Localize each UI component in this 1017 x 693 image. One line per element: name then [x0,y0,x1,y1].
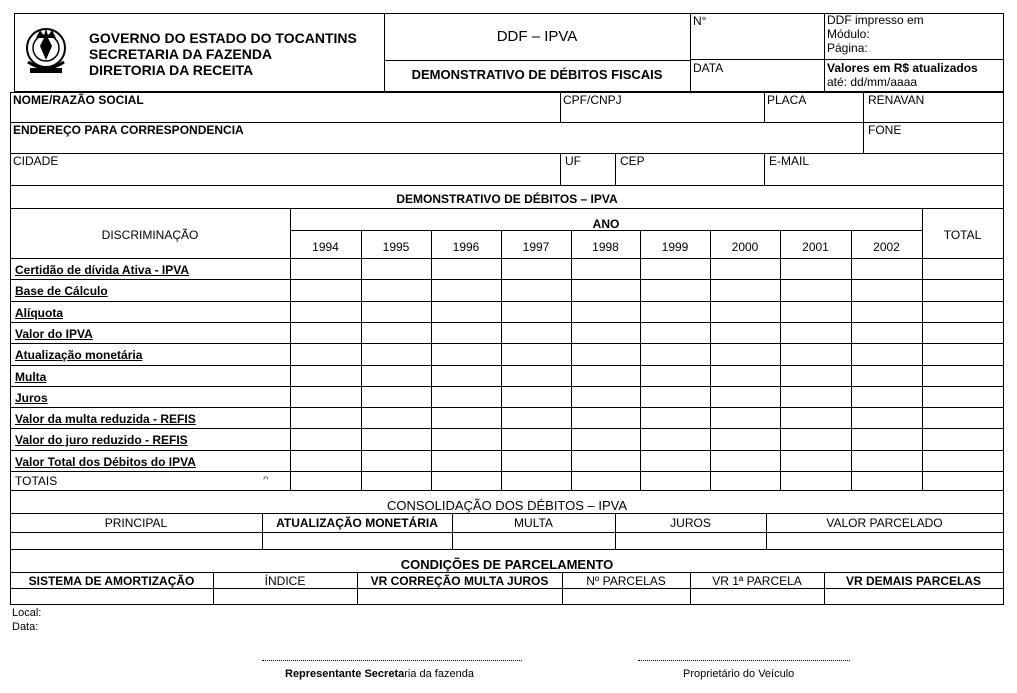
grid-h-line [10,407,1003,408]
grid-v-line [710,230,711,490]
row-label: Multa [15,370,47,384]
representante-rest: ria da fazenda [404,668,474,680]
coat-of-arms-icon [22,22,70,78]
grid-v-line [922,208,923,490]
grid-h-line [10,301,1003,302]
proprietario-label: Proprietário do Veículo [683,668,795,680]
org-line-3: DIRETORIA DA RECEITA [89,62,254,78]
header-divider [690,13,691,92]
representante-bold: Representante Secreta [285,668,405,680]
grid-h-line [290,230,922,231]
cons-line [10,532,1004,533]
data-footer-label: Data: [12,621,39,633]
header-divider [384,60,690,61]
year-header-1998: 1998 [592,240,619,254]
grid-h-line [10,365,1003,366]
stray-mark: ᴖ [263,474,269,485]
parc-col-indice: ÍNDICE [264,574,306,588]
cons-col-juros: JUROS [670,516,711,530]
grid-h-line [10,322,1003,323]
year-header-2001: 2001 [802,240,829,254]
row-label: Atualização monetária [15,348,143,362]
doc-title: DDF – IPVA [496,28,578,45]
local-label: Local: [12,607,42,619]
info-line [10,92,1004,93]
info-line [615,153,616,185]
row-label: Base de Cálculo [15,284,108,298]
uf-label: UF [565,154,581,168]
year-header-1997: 1997 [522,240,550,254]
ano-header: ANO [592,217,620,231]
grid-h-line [10,471,1003,472]
nome-label: NOME/RAZÃO SOCIAL [13,93,144,107]
cons-col-multa: MULTA [514,516,553,530]
parc-col-n-parcelas: Nº PARCELAS [586,574,666,588]
table-line [1003,185,1004,490]
year-header-2002: 2002 [873,240,900,254]
year-header-1996: 1996 [452,240,480,254]
table-line [10,208,1004,209]
grid-v-line [780,230,781,490]
doc-subtitle: DEMONSTRATIVO DE DÉBITOS FISCAIS [411,67,663,82]
row-label: Valor do IPVA [15,327,93,341]
parc-col-vr-1a-parcela: VR 1ª PARCELA [712,574,802,588]
parc-line [10,604,1004,605]
info-line [10,92,11,185]
impresso-line-1: DDF impresso em [827,13,924,27]
grid-v-line [851,230,852,490]
data-label: DATA [693,61,724,75]
row-label: Alíquota [15,306,63,320]
row-label: Valor da multa reduzida - REFIS [15,412,196,426]
total-header: TOTAL [943,228,982,242]
cpf-label: CPF/CNPJ [563,93,622,107]
numero-label: N° [693,14,707,28]
ate-label: até: dd/mm/aaaa [827,75,918,89]
grid-h-line [10,258,1003,259]
parc-col-sistema: SISTEMA DE AMORTIZAÇÃO [28,574,195,588]
signature-line-proprietario [638,660,850,661]
header-divider [824,13,825,92]
discriminacao-header: DISCRIMINAÇÃO [101,228,199,242]
parcelamento-title: CONDIÇÕES DE PARCELAMENTO [400,557,614,572]
signature-line-representante [262,660,522,661]
cidade-label: CIDADE [13,154,59,168]
info-line [10,153,1004,154]
parc-line [1003,549,1004,604]
cons-col-valor-parcelado: VALOR PARCELADO [826,516,943,530]
consolidacao-title: CONSOLIDAÇÃO DOS DÉBITOS – IPVA [386,498,628,513]
year-header-1999: 1999 [661,240,689,254]
header-divider [690,59,824,60]
row-label: Valor Total dos Débitos do IPVA [15,455,196,469]
info-line [560,92,561,122]
org-line-1: GOVERNO DO ESTADO DO TOCANTINS [89,30,357,46]
row-label: Juros [15,391,48,405]
totais-label: TOTAIS [15,474,58,488]
year-header-2000: 2000 [731,240,759,254]
parc-line [10,588,1004,589]
impresso-line-3: Página: [827,41,868,55]
row-label: Certidão de dívida Ativa - IPVA [15,263,190,277]
grid-v-line [640,230,641,490]
parc-col-vr-correcao: VR CORREÇÃO MULTA JUROS [370,574,549,588]
info-line [1003,92,1004,185]
year-header-1995: 1995 [382,240,410,254]
grid-h-line [10,343,1003,344]
cons-line [10,490,1004,491]
endereco-label: ENDEREÇO PARA CORRESPONDENCIA [13,123,244,137]
valores-label: Valores em R$ atualizados [827,61,978,75]
placa-label: PLACA [767,93,807,107]
grid-v-line [361,230,362,490]
cons-line [10,549,1004,550]
debitos-title: DEMONSTRATIVO DE DÉBITOS – IPVA [396,192,618,206]
parc-col-vr-demais: VR DEMAIS PARCELAS [845,574,982,588]
row-label: Valor do juro reduzido - REFIS [15,433,188,447]
fone-label: FONE [868,123,902,137]
cons-line [1003,490,1004,549]
cep-label: CEP [620,154,645,168]
grid-v-line [501,230,502,490]
grid-h-line [10,386,1003,387]
grid-h-line [10,279,1003,280]
grid-v-line [431,230,432,490]
representante-label [285,668,474,681]
email-label: E-MAIL [769,154,810,168]
grid-h-line [10,428,1003,429]
cons-line [10,513,1004,514]
year-header-1994: 1994 [312,240,339,254]
parc-line [10,572,1004,573]
grid-h-line [10,450,1003,451]
grid-v-line [571,230,572,490]
info-line [764,92,765,122]
info-line [764,153,765,185]
info-line [10,185,1004,186]
info-line [560,153,561,185]
impresso-line-2: Módulo: [827,27,870,41]
info-line [863,92,864,153]
org-line-2: SECRETARIA DA FAZENDA [89,46,273,62]
renavan-label: RENAVAN [868,93,925,107]
cons-col-principal: PRINCIPAL [104,516,168,530]
header-divider [824,59,1004,60]
cons-col-atualizacao: ATUALIZAÇÃO MONETÁRIA [276,516,438,530]
